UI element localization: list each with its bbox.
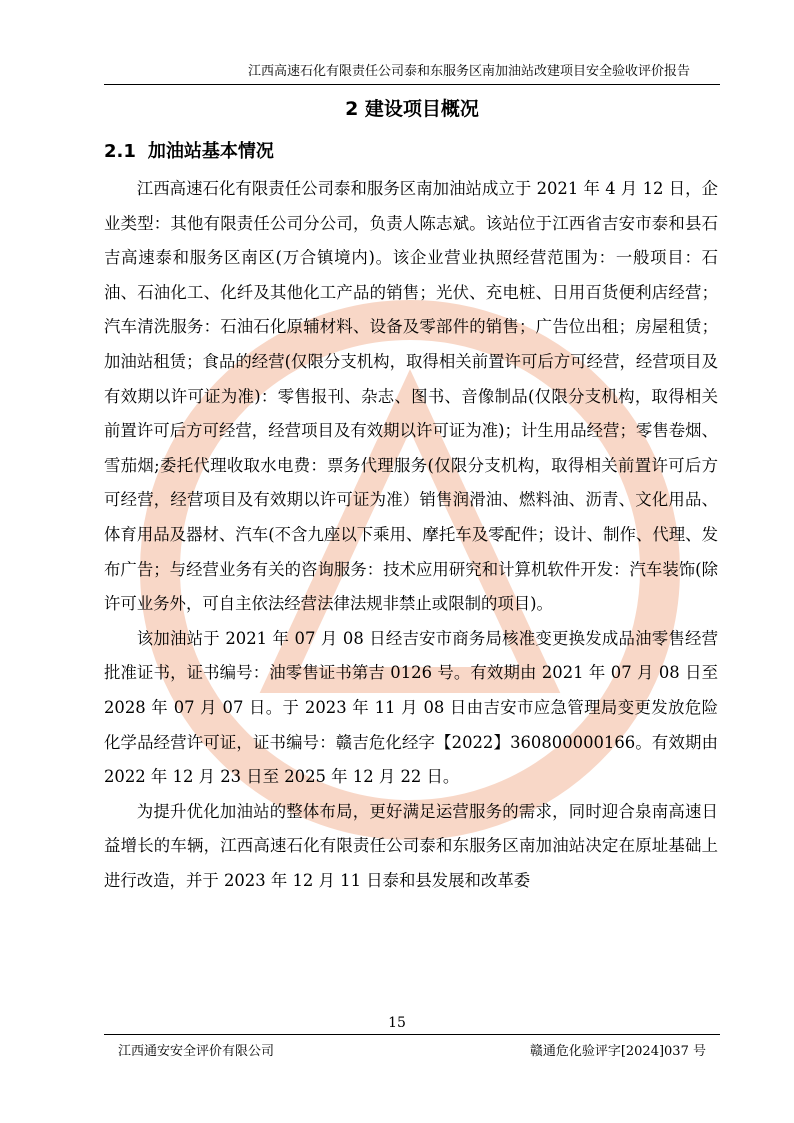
section-title xyxy=(104,138,274,166)
paragraph: 为提升优化加油站的整体布局，更好满足运营服务的需求，同时迎合泉南高速日益增长的车辆，江西高速石化有限责任公司泰和东服务区南加油站决定在原址基础上进行改造，并于 2023 年 12 月 11 日泰和县发展和改革委 xyxy=(104,801,718,890)
footer-company: 江西通安安全评价有限公司 xyxy=(118,1044,275,1059)
page-header xyxy=(104,62,720,85)
chapter-title xyxy=(104,94,720,124)
footer-divider xyxy=(104,1034,720,1035)
header-title: 江西高速石化有限责任公司泰和东服务区南加油站改建项目安全验收评价报告 xyxy=(247,64,690,79)
paragraph: 该加油站于 2021 年 07 月 08 日经吉安市商务局核准变更换发成品油零售经营批准证书，证书编号：油零售证书第吉 0126 号。有效期由 2021 年 07 月 08 日至 2028 年 07 月 07 日。于 2023 年 11 月 08 日由吉安市应急管理局变更发放危险化学品经营许可证，证书编号：赣吉危化经字【2022】360800000166。有效期由 2022 年 12 月 23 日至 2025 年 12 月 22 日。 xyxy=(104,628,718,787)
body-text xyxy=(104,172,718,898)
chapter-number: 2 xyxy=(345,98,359,120)
page-number: 15 xyxy=(388,1015,406,1031)
section-title-text: 加油站基本情况 xyxy=(147,141,274,162)
chapter-title-text: 建设项目概况 xyxy=(364,98,479,120)
section-number: 2.1 xyxy=(104,141,136,162)
footer-report-number: 赣通危化验评字[2024]037 号 xyxy=(529,1044,706,1059)
paragraph: 江西高速石化有限责任公司泰和服务区南加油站成立于 2021 年 4 月 12 日，企业类型：其他有限责任公司分公司，负责人陈志斌。该站位于江西省吉安市泰和县石吉高速泰和服务区南区(万合镇境内)。该企业营业执照经营范围为：一般项目：石油、石油化工、化纤及其他化工产品的销售；光伏、充电桩、日用百货便利店经营；汽车清洗服务：石油石化原辅材料、设备及零部件的销售；广告位出租；房屋租赁；加油站租赁；食品的经营(仅限分支机构，取得相关前置许可后方可经营，经营项目及有效期以许可证为准)：零售报刊、杂志、图书、音像制品(仅限分支机构，取得相关前置许可后方可经营，经营项目及有效期以许可证为准)；计生用品经营；零售卷烟、雪茄烟;委托代理收取水电费：票务代理服务(仅限分支机构，取得相关前置许可后方可经营，经营项目及有效期以许可证为准）销售润滑油、燃料油、沥青、文化用品、体育用品及器材、汽车(不含九座以下乘用、摩托车及零配件；设计、制作、代理、发布广告；与经营业务有关的咨询服务：技术应用研究和计算机软件开发：汽车装饰(除许可业务外，可自主依法经营法律法规非禁止或限制的项目)。 xyxy=(104,179,718,614)
